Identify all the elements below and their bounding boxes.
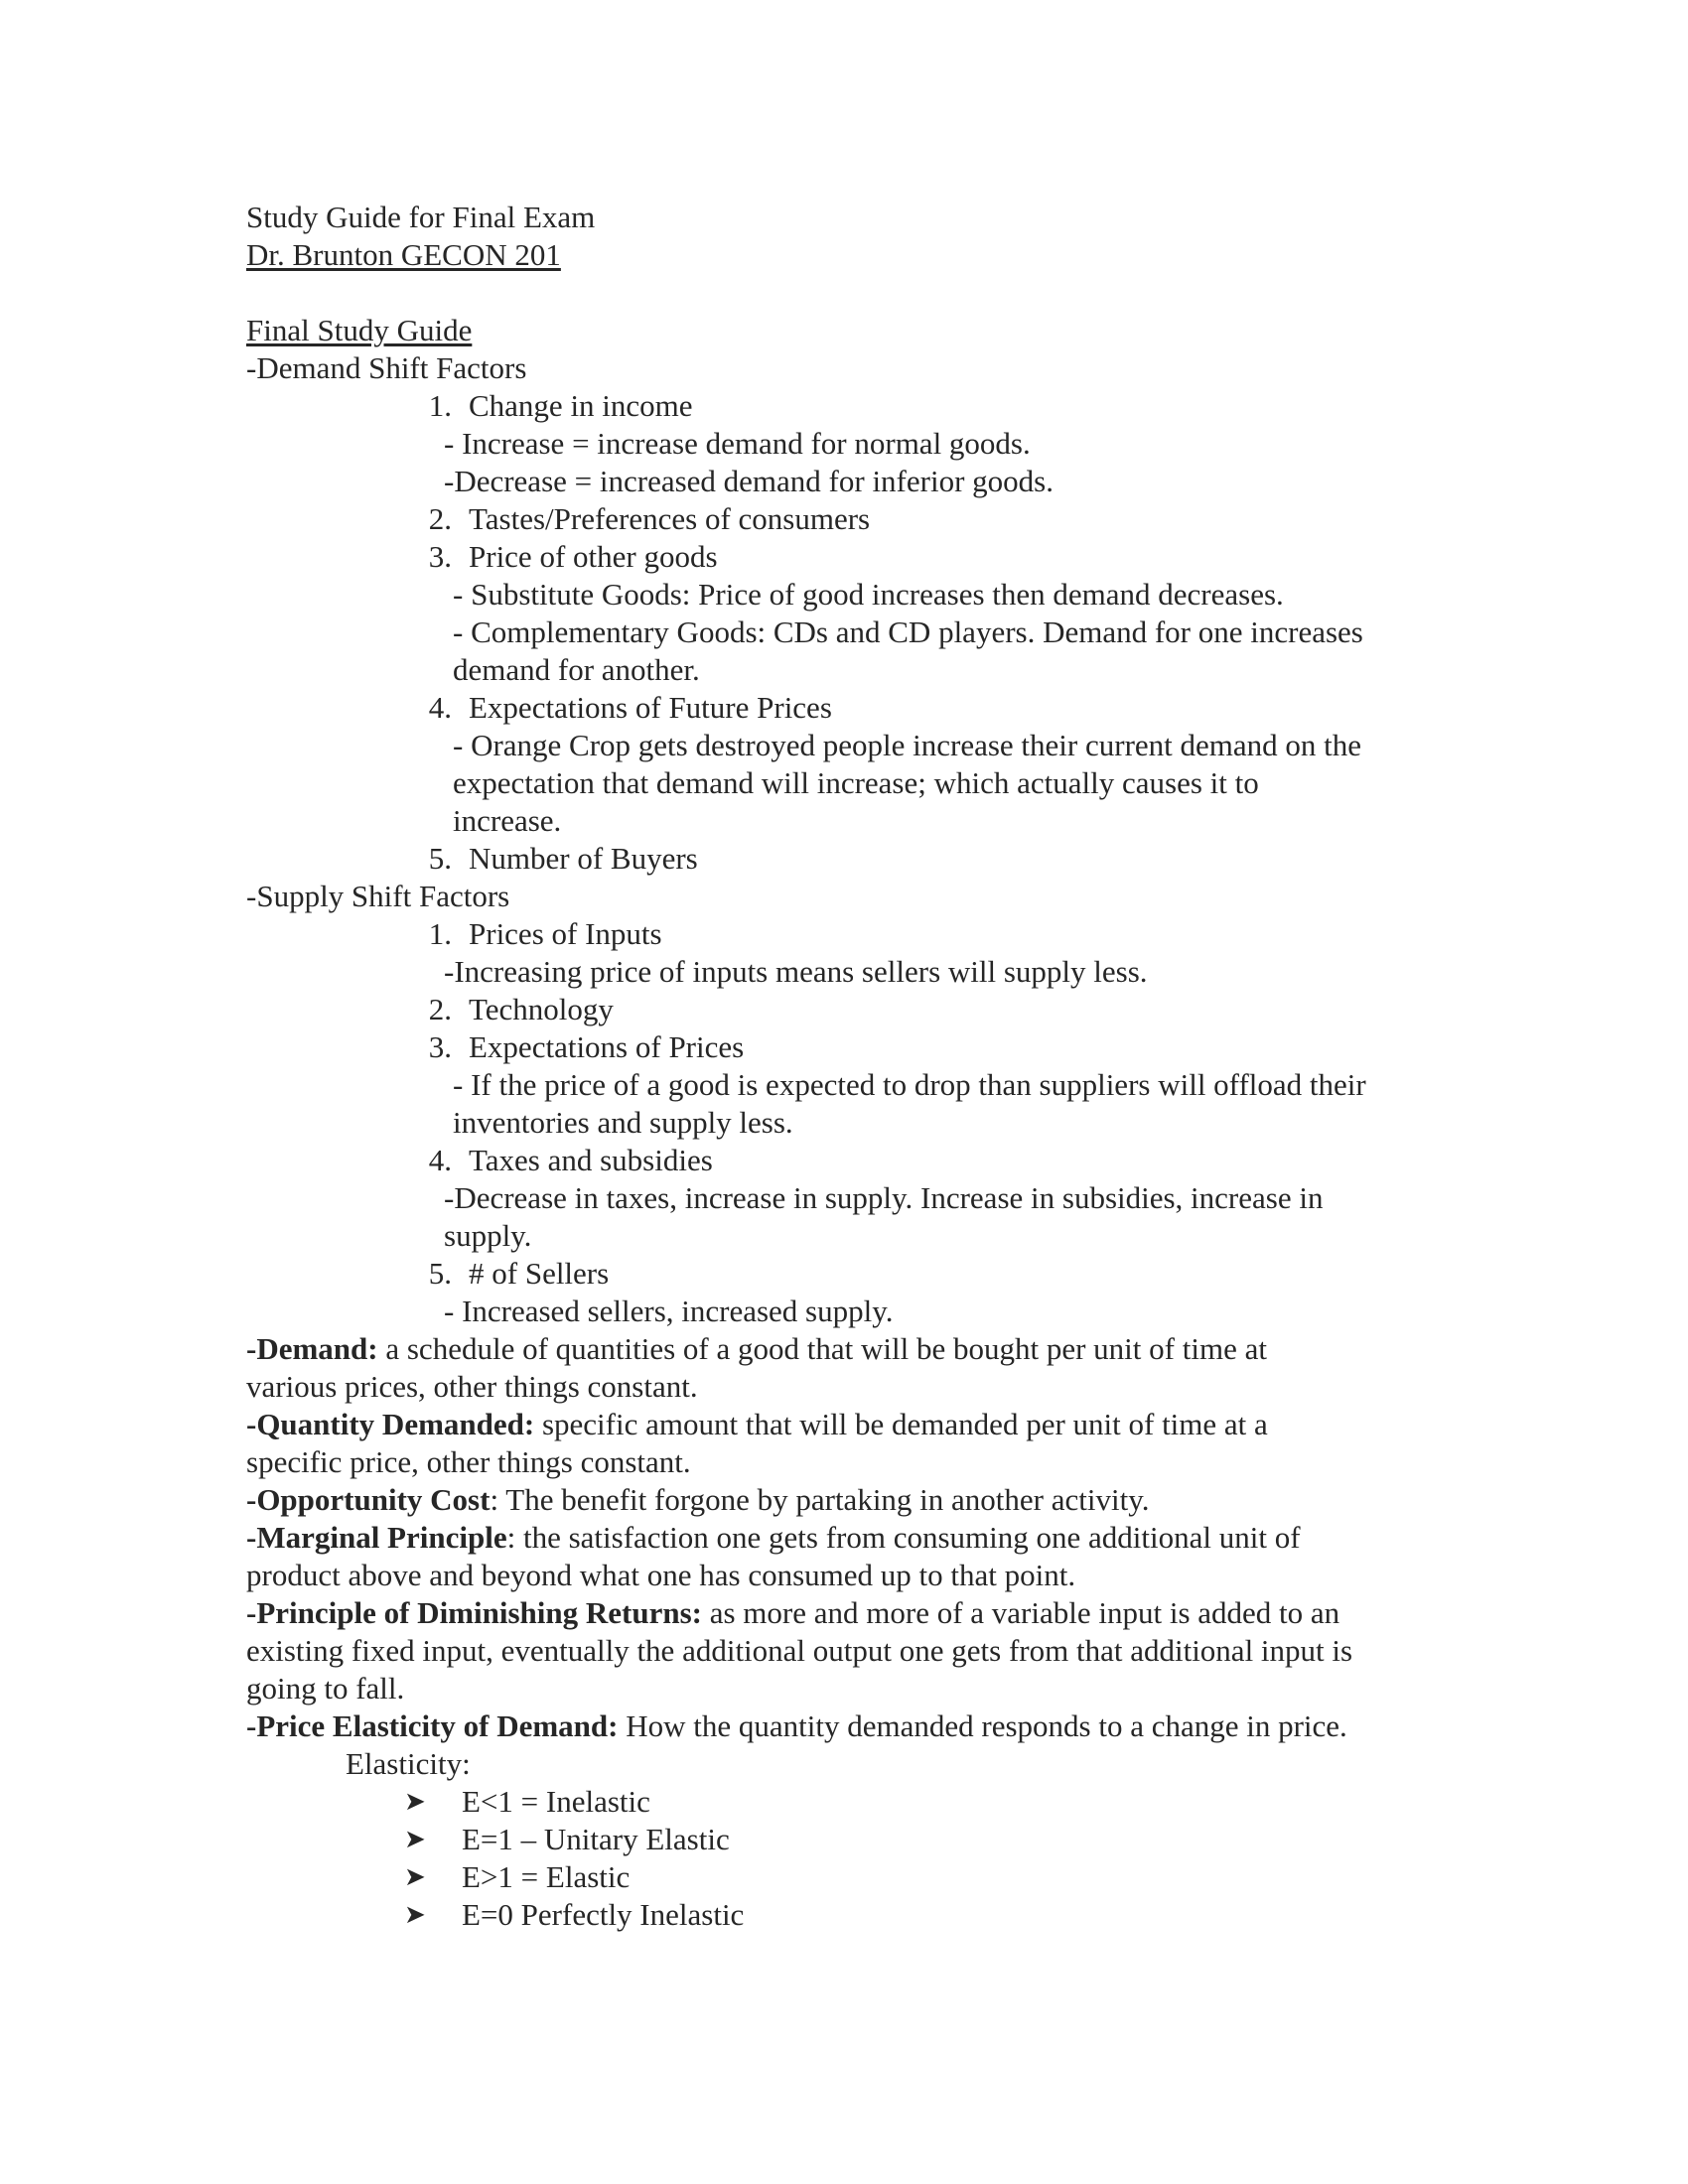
- list-item: ➤ E=0 Perfectly Inelastic: [404, 1897, 745, 1932]
- list-item: 4. Expectations of Future Prices: [428, 690, 832, 725]
- definition-demand: -Demand: a schedule of quantities of a good that will be bought per unit of time at: [246, 1331, 1267, 1366]
- course-line: Dr. Brunton GECON 201: [246, 237, 561, 272]
- sub-point: -Increasing price of inputs means sellers will supply less.: [444, 954, 1148, 989]
- elasticity-label: Elasticity:: [346, 1746, 471, 1781]
- definition-continuation: specific price, other things constant.: [246, 1444, 691, 1479]
- definition-quantity-demanded: -Quantity Demanded: specific amount that will be demanded per unit of time at a: [246, 1407, 1268, 1441]
- list-item: 5. # of Sellers: [428, 1256, 610, 1291]
- arrowhead-bullet-icon: ➤: [404, 1825, 426, 1853]
- definition-continuation: product above and beyond what one has consumed up to that point.: [246, 1558, 1076, 1592]
- sub-point: - Orange Crop gets destroyed people increase their current demand on the: [453, 728, 1362, 762]
- list-item: ➤ E=1 – Unitary Elastic: [404, 1822, 730, 1856]
- definition-continuation: going to fall.: [246, 1671, 405, 1706]
- list-item: 2. Tastes/Preferences of consumers: [428, 501, 871, 536]
- list-item: 4. Taxes and subsidies: [428, 1143, 713, 1177]
- sub-point: - Increase = increase demand for normal goods.: [444, 426, 1031, 461]
- sub-point: - Complementary Goods: CDs and CD players. Demand for one increases: [453, 614, 1363, 649]
- list-item: 3. Price of other goods: [428, 539, 718, 574]
- demand-shift-heading: -Demand Shift Factors: [246, 350, 527, 385]
- sub-point: -Decrease in taxes, increase in supply. Increase in subsidies, increase in: [444, 1180, 1324, 1215]
- arrowhead-bullet-icon: ➤: [404, 1862, 426, 1891]
- list-item: 1. Change in income: [428, 388, 693, 423]
- sub-point: -Decrease = increased demand for inferior goods.: [444, 464, 1054, 498]
- list-item: ➤ E<1 = Inelastic: [404, 1784, 650, 1819]
- sub-point: supply.: [444, 1218, 532, 1253]
- definition-opportunity-cost: -Opportunity Cost: The benefit forgone by partaking in another activity.: [246, 1482, 1150, 1517]
- document-page: [246, 199, 1477, 1934]
- sub-point: expectation that demand will increase; which actually causes it to: [453, 765, 1259, 800]
- document-title: Study Guide for Final Exam: [246, 200, 596, 234]
- definition-marginal-principle: -Marginal Principle: the satisfaction one gets from consuming one additional unit of: [246, 1520, 1301, 1555]
- sub-point: increase.: [453, 803, 562, 838]
- list-item: ➤ E>1 = Elastic: [404, 1859, 631, 1894]
- sub-point: inventories and supply less.: [453, 1105, 793, 1140]
- list-item: 5. Number of Buyers: [428, 841, 698, 876]
- guide-title: Final Study Guide: [246, 313, 473, 347]
- definition-continuation: various prices, other things constant.: [246, 1369, 698, 1404]
- definition-price-elasticity: -Price Elasticity of Demand: How the quantity demanded responds to a change in price.: [246, 1708, 1347, 1743]
- arrowhead-bullet-icon: ➤: [404, 1900, 426, 1929]
- arrowhead-bullet-icon: ➤: [404, 1787, 426, 1816]
- sub-point: - If the price of a good is expected to drop than suppliers will offload their: [453, 1067, 1366, 1102]
- supply-shift-heading: -Supply Shift Factors: [246, 879, 510, 913]
- definition-diminishing-returns: -Principle of Diminishing Returns: as more and more of a variable input is added to an: [246, 1595, 1340, 1630]
- sub-point: demand for another.: [453, 652, 700, 687]
- sub-point: - Increased sellers, increased supply.: [444, 1294, 894, 1328]
- list-item: 2. Technology: [428, 992, 614, 1026]
- list-item: 3. Expectations of Prices: [428, 1029, 745, 1064]
- sub-point: - Substitute Goods: Price of good increases then demand decreases.: [453, 577, 1284, 612]
- list-item: 1. Prices of Inputs: [428, 916, 662, 951]
- definition-continuation: existing fixed input, eventually the additional output one gets from that additional input is: [246, 1633, 1353, 1668]
